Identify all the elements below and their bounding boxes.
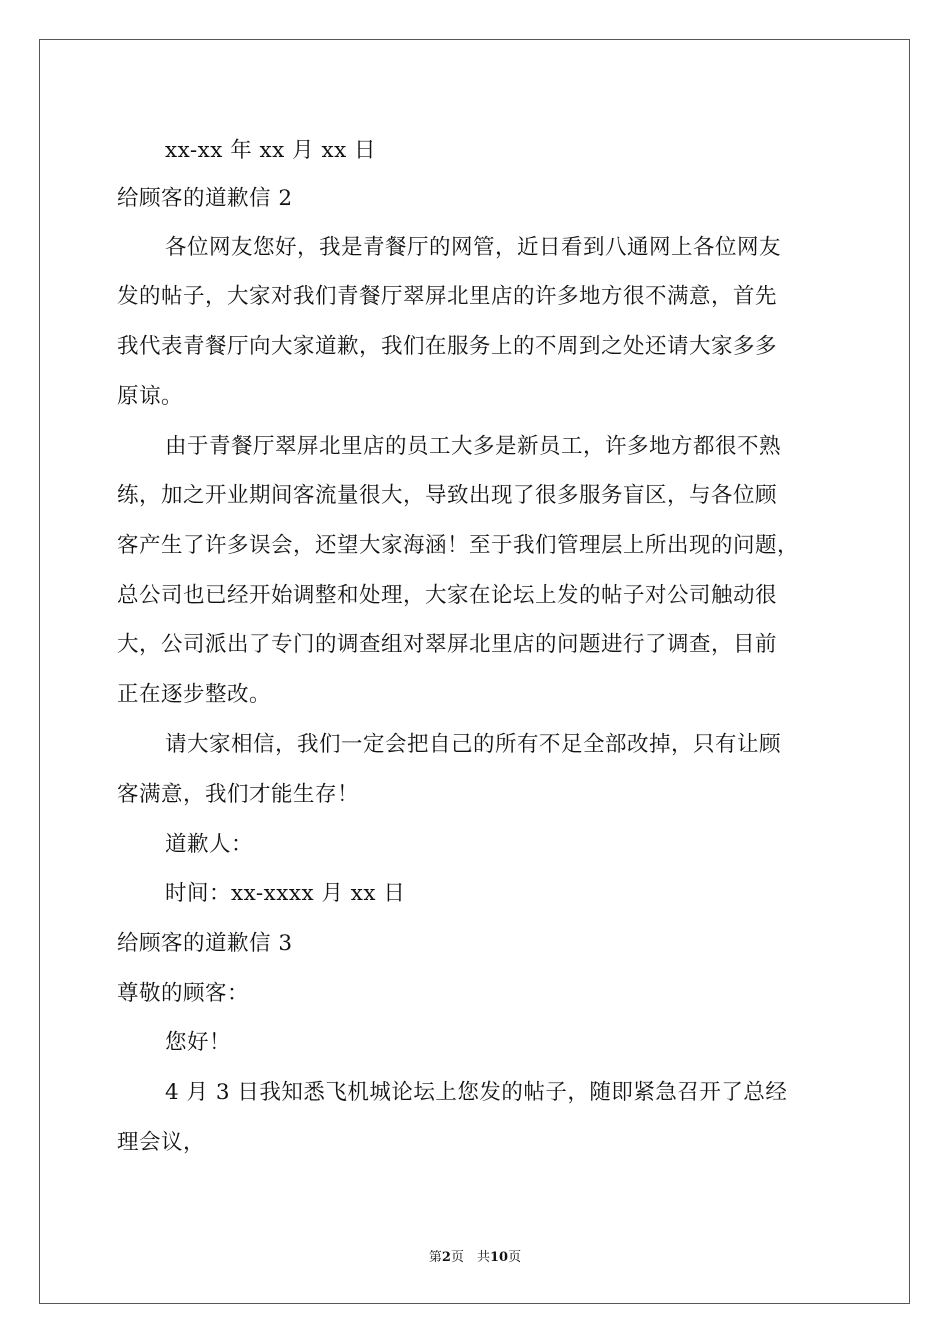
paragraph-line: 请大家相信，我们一定会把自己的所有不足全部改掉，只有让顾 [165, 732, 782, 757]
salutation: 尊敬的顾客： [117, 981, 250, 1006]
date-line: xx-xx 年 xx 月 xx 日 [165, 138, 377, 163]
letter-2-title: 给顾客的道歉信 2 [117, 186, 293, 211]
paragraph-line: 发的帖子，大家对我们青餐厅翠屏北里店的许多地方很不满意，首先 [117, 284, 778, 309]
signer-line: 道歉人： [165, 832, 254, 857]
page-footer [0, 1246, 950, 1265]
paragraph-line: 各位网友您好，我是青餐厅的网管，近日看到八通网上各位网友 [165, 235, 782, 260]
footer-mid: 页 共 [450, 1250, 490, 1265]
footer-page-total: 10 [489, 1250, 509, 1265]
paragraph-line: 客满意，我们才能生存！ [117, 782, 360, 807]
greeting: 您好！ [165, 1030, 232, 1055]
letter-3-title: 给顾客的道歉信 3 [117, 931, 293, 956]
paragraph-line: 总公司也已经开始调整和处理，大家在论坛上发的帖子对公司触动很 [117, 583, 778, 608]
paragraph-line: 4 月 3 日我知悉飞机城论坛上您发的帖子，随即紧急召开了总经 [165, 1080, 788, 1105]
paragraph-line: 客产生了许多误会，还望大家海涵！至于我们管理层上所出现的问题， [117, 533, 800, 558]
paragraph-line: 理会议， [117, 1130, 206, 1155]
paragraph-line: 练，加之开业期间客流量很大，导致出现了很多服务盲区，与各位顾 [117, 483, 778, 508]
page-frame [39, 39, 910, 1304]
time-line: 时间：xx-xxxx 月 xx 日 [165, 881, 406, 906]
paragraph-line: 大，公司派出了专门的调查组对翠屏北里店的问题进行了调查，目前 [117, 632, 778, 657]
footer-page-current: 2 [441, 1250, 451, 1265]
footer-prefix: 第 [428, 1250, 442, 1265]
paragraph-line: 正在逐步整改。 [117, 682, 272, 707]
paragraph-line: 原谅。 [117, 384, 184, 409]
paragraph-line: 由于青餐厅翠屏北里店的员工大多是新员工，许多地方都很不熟 [165, 434, 782, 459]
paragraph-line: 我代表青餐厅向大家道歉，我们在服务上的不周到之处还请大家多多 [117, 334, 778, 359]
footer-suffix: 页 [508, 1250, 522, 1265]
